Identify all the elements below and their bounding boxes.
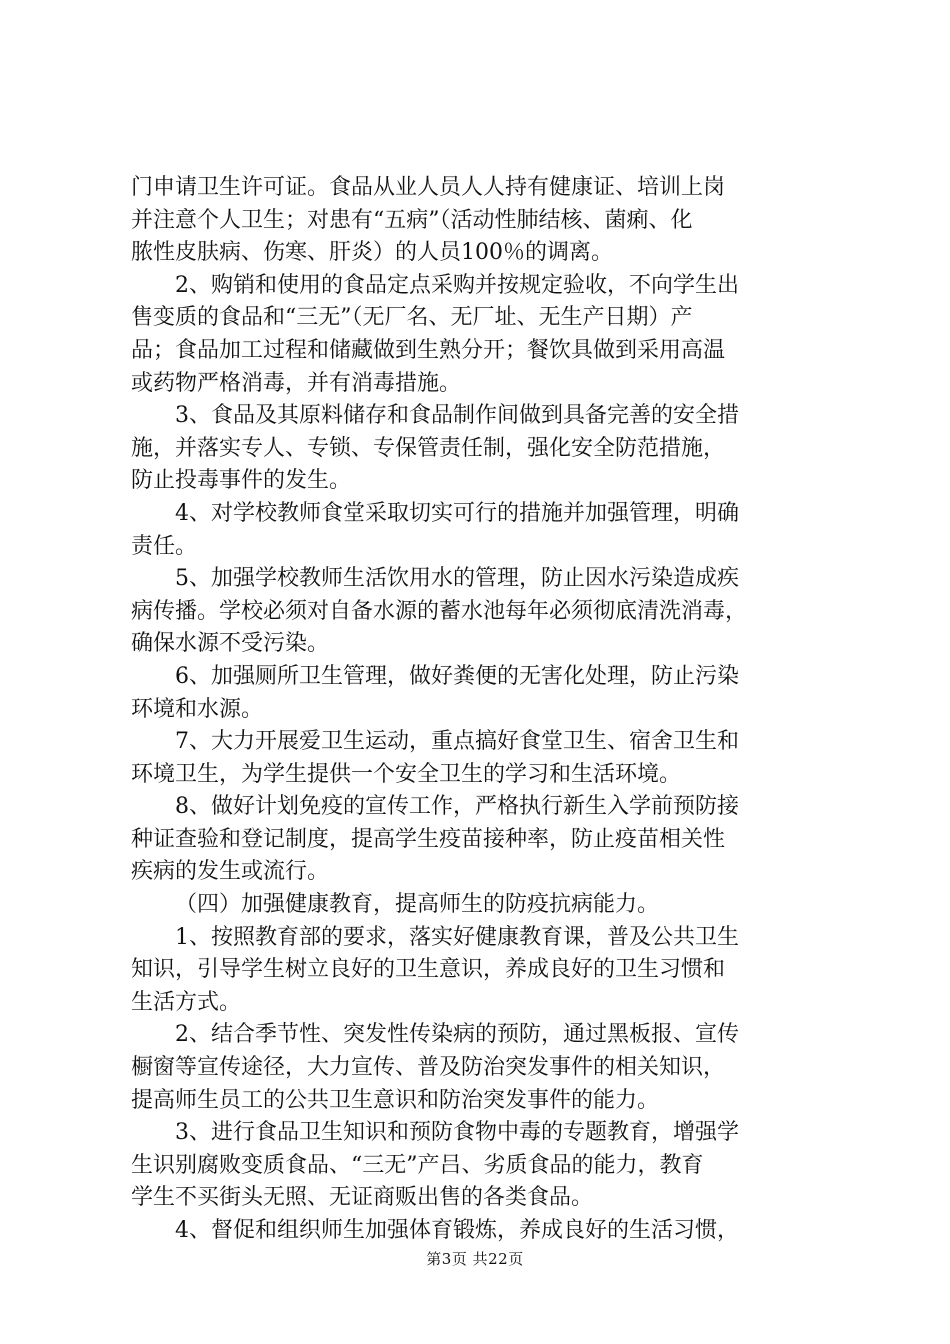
text-line: 疾病的发生或流行。 (131, 859, 330, 885)
text-line: 品；食品加工过程和储藏做到生熟分开；餐饮具做到采用高温 (131, 337, 726, 363)
text-line: 病传播。学校必须对自备水源的蓄水池每年必须彻底清洗消毒， (131, 598, 748, 624)
text-line: 并注意个人卫生；对患有“五病”（活动性肺结核、菌痢、化 (131, 207, 693, 233)
text-line: 售变质的食品和“三无”（无厂名、无厂址、无生产日期）产 (131, 305, 693, 331)
paragraph-start-line: 2、结合季节性、突发性传染病的预防，通过黑板报、宣传 (175, 1022, 739, 1048)
text-line: 橱窗等宣传途径，大力宣传、普及防治突发事件的相关知识， (131, 1055, 726, 1081)
text-line: 责任。 (131, 533, 198, 559)
paragraph-start-line: 5、加强学校教师生活饮用水的管理，防止因水污染造成疾 (175, 566, 739, 592)
paragraph-start-line: 3、进行食品卫生知识和预防食物中毒的专题教育，增强学 (175, 1120, 739, 1146)
text-line: 防止投毒事件的发生。 (131, 468, 352, 494)
text-line: 或药物严格消毒，并有消毒措施。 (131, 370, 462, 396)
text-line: 知识，引导学生树立良好的卫生意识，养成良好的卫生习惯和 (131, 957, 726, 983)
text-line: 门申请卫生许可证。食品从业人员人人持有健康证、培训上岗 (131, 175, 726, 200)
section-heading: （四）加强健康教育，提高师生的防疫抗病能力。 (175, 892, 660, 918)
text-line: 环境卫生，为学生提供一个安全卫生的学习和生活环境。 (131, 761, 682, 787)
paragraph-start-line: 6、加强厕所卫生管理，做好粪便的无害化处理，防止污染 (175, 663, 739, 689)
paragraph-start-line: 1、按照教育部的要求，落实好健康教育课，普及公共卫生 (175, 924, 739, 950)
text-line: 脓性皮肤病、伤寒、肝炎）的人员100％的调离。 (131, 240, 613, 266)
text-line: 施，并落实专人、专锁、专保管责任制，强化安全防范措施， (131, 435, 726, 461)
text-line: 生识别腐败变质食品、“三无”产吕、劣质食品的能力，教育 (131, 1152, 704, 1178)
paragraph-start-line: 8、做好计划免疫的宣传工作，严格执行新生入学前预防接 (175, 794, 739, 820)
paragraph-start-line: 4、督促和组织师生加强体育锻炼，养成良好的生活习惯， (175, 1218, 739, 1243)
paragraph-start-line: 4、对学校教师食堂采取切实可行的措施并加强管理，明确 (175, 500, 739, 526)
text-line: 提高师生员工的公共卫生意识和防治突发事件的能力。 (131, 1087, 660, 1113)
text-line: 生活方式。 (131, 989, 242, 1015)
paragraph-start-line: 7、大力开展爱卫生运动，重点搞好食堂卫生、宿舍卫生和 (175, 729, 739, 755)
text-line: 环境和水源。 (131, 696, 264, 722)
paragraph-start-line: 2、购销和使用的食品定点采购并按规定验收，不向学生出 (175, 272, 739, 298)
paragraph-start-line: 3、食品及其原料储存和食品制作间做到具备完善的安全措 (175, 403, 739, 429)
document-body (131, 172, 831, 1248)
text-line: 确保水源不受污染。 (131, 631, 330, 657)
text-line: 学生不买街头无照、无证商贩出售的各类食品。 (131, 1185, 594, 1211)
text-line: 种证查验和登记制度，提高学生疫苗接种率，防止疫苗相关性 (131, 826, 726, 852)
page-footer: 第3页 共22页 (426, 1250, 524, 1268)
